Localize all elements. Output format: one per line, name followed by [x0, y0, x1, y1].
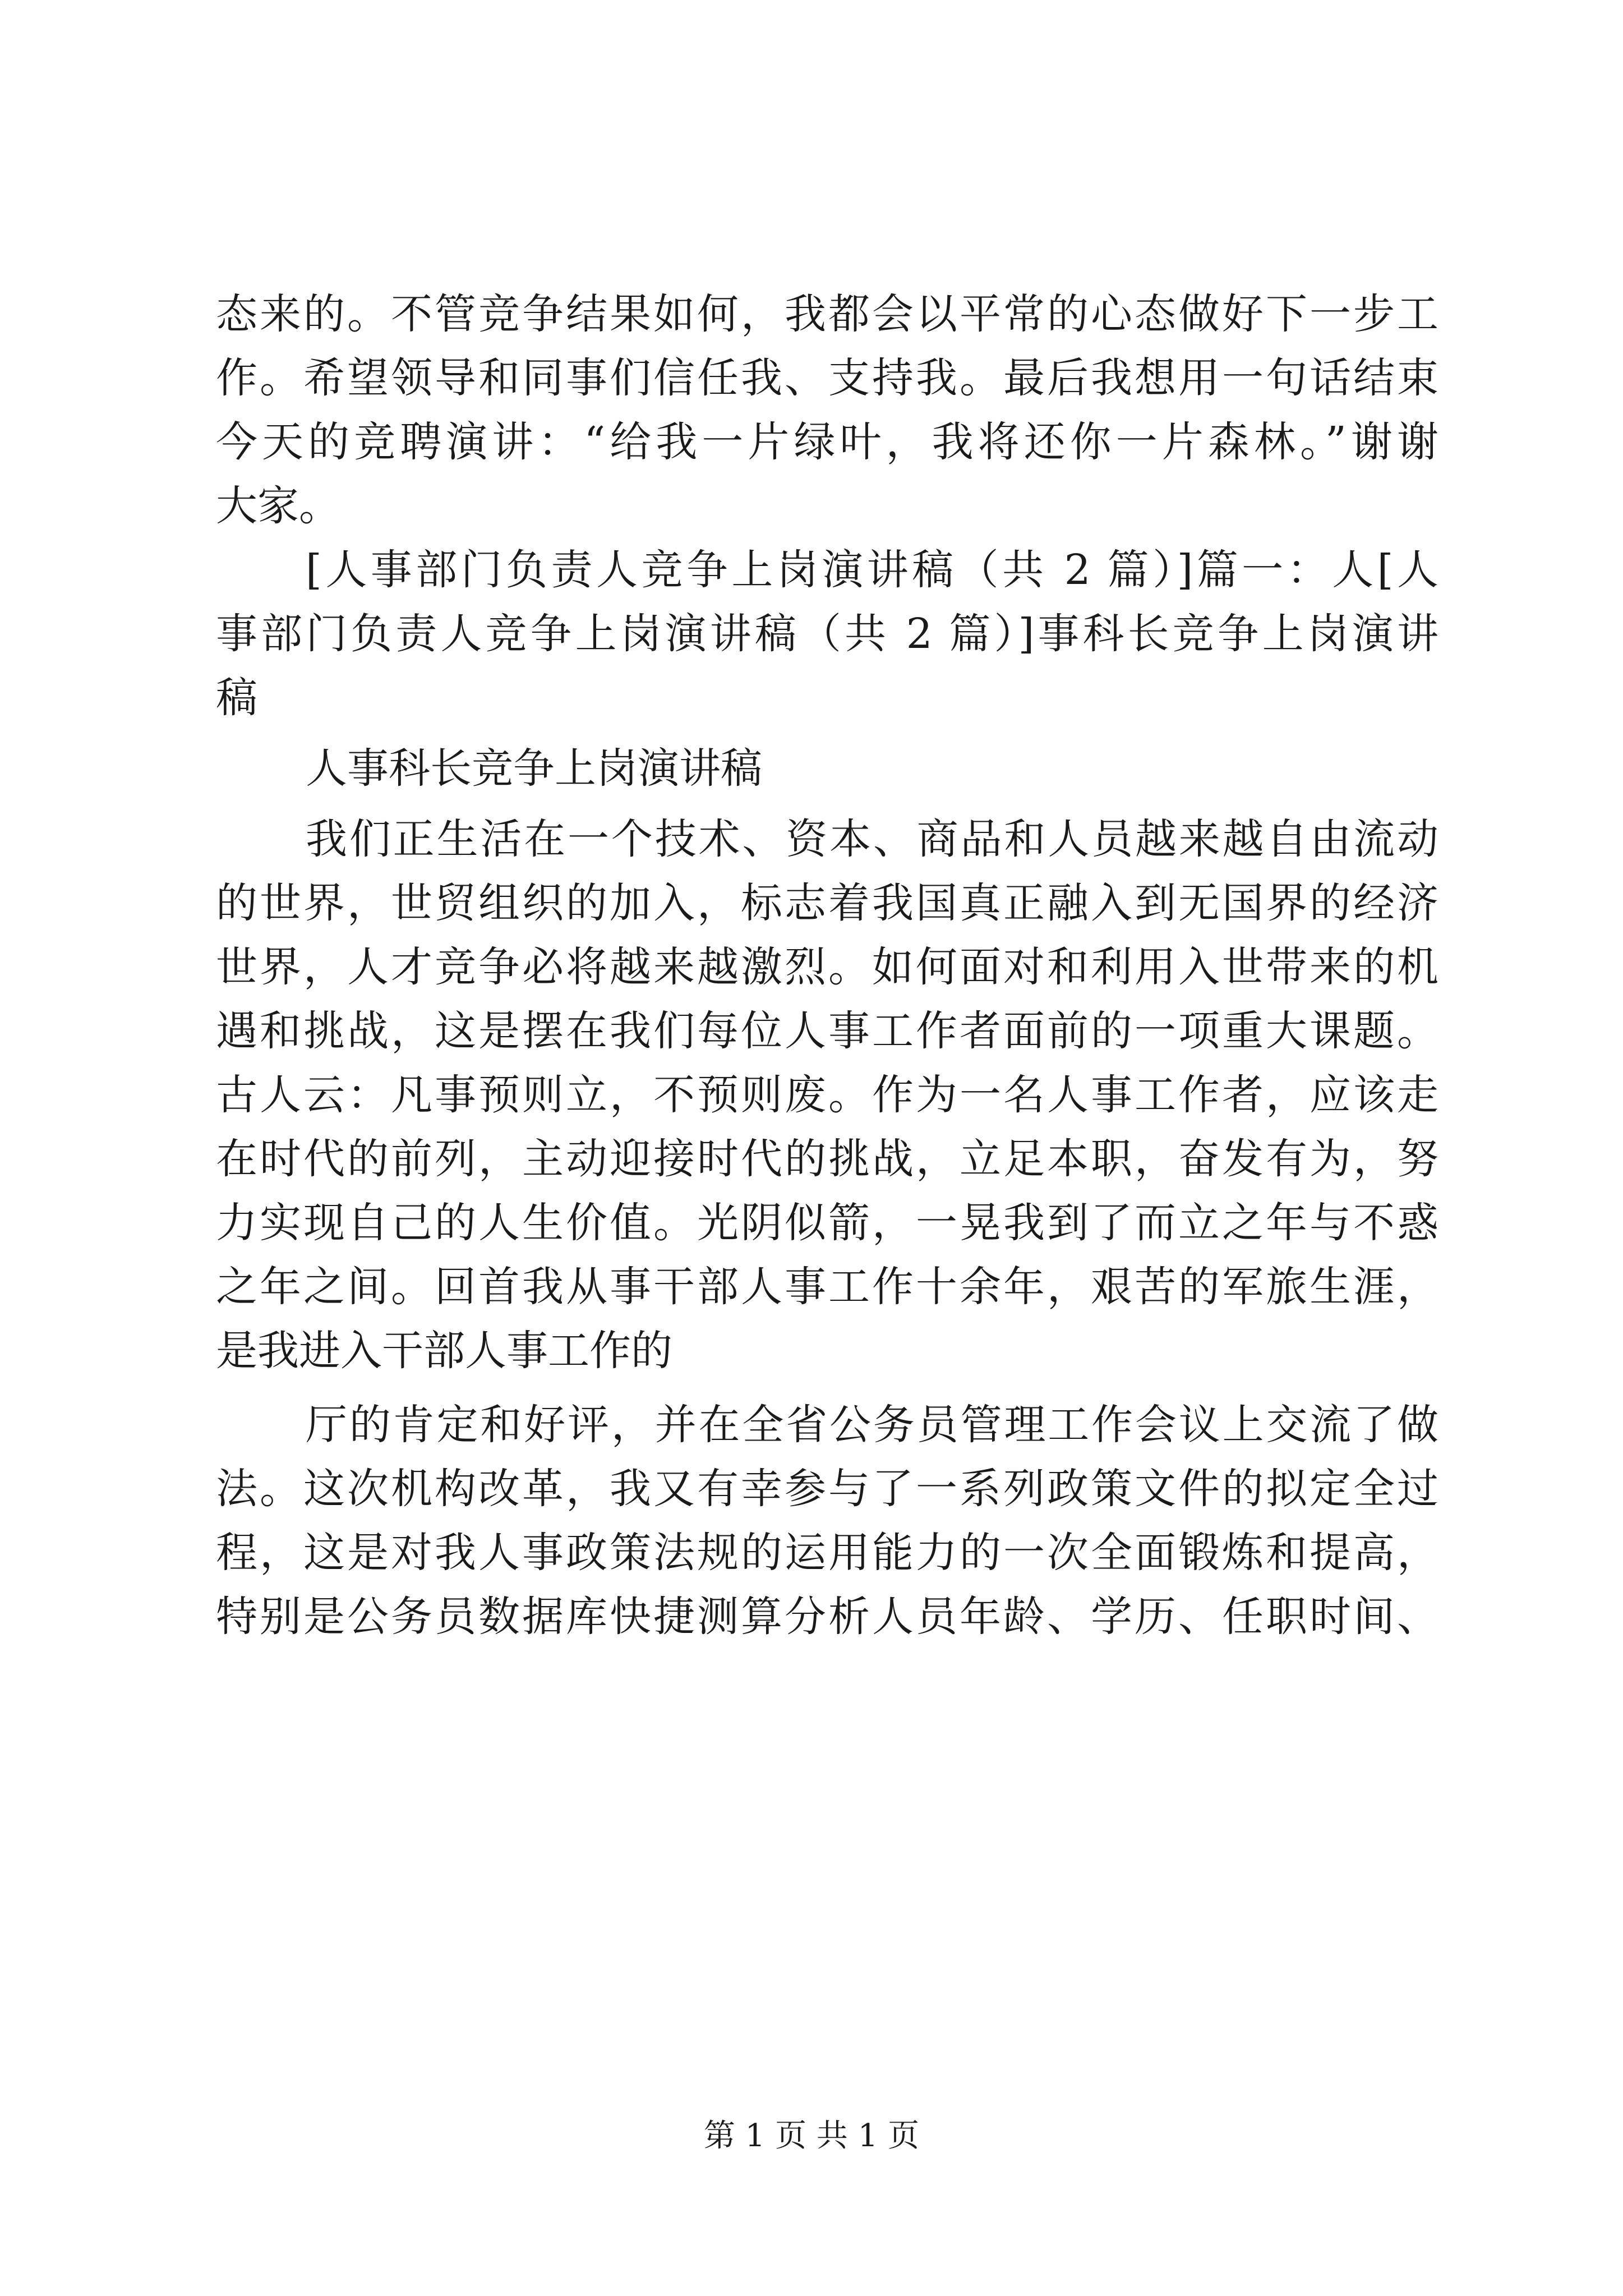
text-line: 作。希望领导和同事们信任我、支持我。最后我想用一句话结束 — [216, 354, 1438, 402]
text-line: 力实现自己的人生价值。光阴似箭，一晃我到了而立之年与不惑 — [216, 1199, 1438, 1247]
section-heading: 人事科长竞争上岗演讲稿 — [306, 744, 762, 793]
text-line: 稿 — [216, 674, 257, 722]
page-number-footer: 第 1 页 共 1 页 — [703, 2118, 920, 2154]
text-line: 今天的竞聘演讲：“给我一片绿叶，我将还你一片森林。”谢谢 — [216, 418, 1438, 466]
text-line: 大家。 — [216, 482, 340, 530]
text-line: 古人云：凡事预则立，不预则废。作为一名人事工作者，应该走 — [216, 1071, 1438, 1119]
text-line: 法。这次机构改革，我又有幸参与了一系列政策文件的拟定全过 — [216, 1465, 1438, 1513]
text-line: 是我进入干部人事工作的 — [216, 1327, 672, 1375]
text-line: 程，这是对我人事政策法规的运用能力的一次全面锻炼和提高， — [216, 1529, 1438, 1577]
text-line: 世界，人才竞争必将越来越激烈。如何面对和利用入世带来的机 — [216, 943, 1438, 991]
text-line: 事部门负责人竞争上岗演讲稿（共 2 篇）]事科长竞争上岗演讲 — [216, 610, 1438, 658]
text-line: [人事部门负责人竞争上岗演讲稿（共 2 篇）]篇一：人[人 — [306, 546, 1438, 594]
text-line: 之年之间。回首我从事干部人事工作十余年，艰苦的军旅生涯， — [216, 1263, 1438, 1311]
text-line: 厅的肯定和好评，并在全省公务员管理工作会议上交流了做 — [306, 1401, 1438, 1449]
text-line: 在时代的前列，主动迎接时代的挑战，立足本职，奋发有为，努 — [216, 1135, 1438, 1183]
text-line: 遇和挑战，这是摆在我们每位人事工作者面前的一项重大课题。 — [216, 1007, 1438, 1055]
text-line: 的世界，世贸组织的加入，标志着我国真正融入到无国界的经济 — [216, 879, 1438, 927]
text-line: 特别是公务员数据库快捷测算分析人员年龄、学历、任职时间、 — [216, 1593, 1438, 1641]
text-line: 态来的。不管竞争结果如何，我都会以平常的心态做好下一步工 — [216, 290, 1438, 338]
text-line: 我们正生活在一个技术、资本、商品和人员越来越自由流动 — [306, 815, 1438, 863]
